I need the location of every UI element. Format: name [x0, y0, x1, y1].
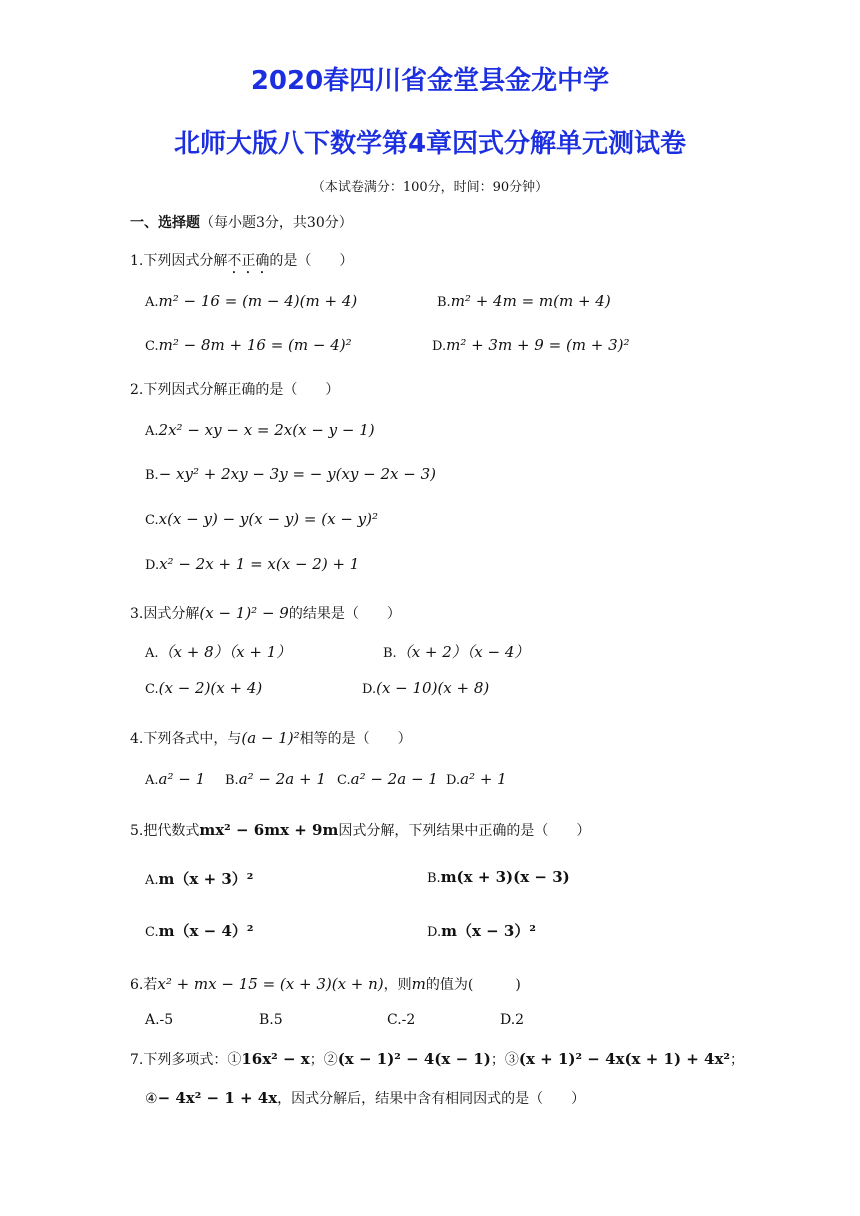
q5-stem-part: 5.把代数式: [130, 823, 200, 839]
q5-option-b[interactable]: [427, 868, 570, 886]
q7-stem-part: ；③: [490, 1052, 519, 1068]
section-note: （每小题3分，共30分）: [200, 215, 353, 231]
option-label: A.: [145, 424, 159, 439]
q7-polynomial-3: (x + 1)² − 4x(x + 1) + 4x²: [518, 1050, 731, 1068]
q1-option-c[interactable]: [145, 336, 352, 354]
option-formula: m² − 8m + 16 = (m − 4)²: [158, 336, 352, 354]
q1-option-b[interactable]: [437, 292, 611, 310]
option-label: C.: [145, 925, 159, 940]
option-label: C.: [145, 339, 159, 354]
q3-option-d[interactable]: [362, 679, 489, 697]
q2-option-b[interactable]: [145, 465, 436, 483]
q6-stem-formula: x² + mx − 15 = (x + 3)(x + n): [157, 975, 384, 993]
q1-stem-part: 的是（ ）: [269, 253, 354, 269]
option-formula: m（x − 4）²: [158, 922, 254, 940]
q2-option-d[interactable]: [145, 555, 359, 573]
q4-option-b[interactable]: [225, 770, 326, 788]
option-label: C.: [145, 682, 159, 697]
option-formula: a² − 2a + 1: [238, 770, 326, 788]
question-7-line2: [145, 1088, 585, 1108]
exam-title-line1: 2020春四川省金堂县金龙中学: [250, 66, 610, 96]
section-title: 一、选择题: [130, 215, 200, 231]
option-label: D.: [145, 558, 160, 573]
option-formula: m(x + 3)(x − 3): [440, 868, 570, 886]
q3-option-a[interactable]: [145, 641, 291, 662]
q4-stem-formula: (a − 1)²: [241, 729, 300, 747]
q7-stem-part: ，因式分解后，结果中含有相同因式的是（ ）: [277, 1091, 586, 1107]
option-formula: a² + 1: [460, 770, 507, 788]
option-label: B.: [145, 468, 159, 483]
exam-info: （本试卷满分：100分，时间：90分钟）: [311, 180, 549, 195]
q7-stem-part: ④: [145, 1091, 158, 1107]
option-formula: m² − 16 = (m − 4)(m + 4): [158, 292, 358, 310]
question-5-stem: [130, 820, 590, 840]
option-formula: 2x² − xy − x = 2x(x − y − 1): [158, 421, 375, 439]
q7-polynomial-2: (x − 1)² − 4(x − 1): [337, 1050, 491, 1068]
option-label: D.: [446, 773, 461, 788]
option-label: B.: [437, 295, 451, 310]
q4-option-c[interactable]: [337, 770, 438, 788]
q7-stem-part: ；②: [309, 1052, 338, 1068]
option-formula: x² − 2x + 1 = x(x − 2) + 1: [159, 555, 360, 573]
q5-stem-formula: mx² − 6mx + 9m: [199, 821, 339, 839]
option-label: A.: [145, 773, 159, 788]
option-label: A.: [145, 873, 159, 888]
option-formula: m² + 4m = m(m + 4): [450, 292, 611, 310]
q3-stem-formula: (x − 1)² − 9: [199, 604, 289, 622]
question-6-stem: [130, 974, 521, 994]
q6-option-d[interactable]: D.2: [500, 1012, 525, 1028]
option-formula: a² − 2a − 1: [350, 770, 438, 788]
q1-stem-part: 1.下列因式分解: [130, 253, 228, 269]
option-formula: m² + 3m + 9 = (m + 3)²: [446, 336, 630, 354]
option-formula: （x + 2）（x − 4）: [396, 643, 530, 661]
q4-stem-part: 4.下列各式中，与: [130, 731, 242, 747]
option-label: B.: [427, 871, 441, 886]
option-label: C.: [145, 513, 159, 528]
question-4-stem: [130, 728, 412, 748]
option-label: D.: [362, 682, 377, 697]
q1-emphasis: 不正确: [227, 253, 270, 269]
q5-stem-part: 因式分解，下列结果中正确的是（ ）: [338, 823, 591, 839]
question-3-stem: [130, 603, 401, 623]
q4-option-d[interactable]: [446, 770, 507, 788]
q6-option-c[interactable]: C.-2: [387, 1012, 416, 1028]
option-label: D.: [427, 925, 442, 940]
option-label: A.: [145, 646, 159, 661]
q4-option-a[interactable]: [145, 770, 205, 788]
q6-stem-part: 的值为( ): [425, 977, 521, 993]
section-heading: [130, 212, 353, 232]
q1-option-a[interactable]: [145, 292, 357, 310]
q4-stem-part: 相等的是（ ）: [299, 731, 412, 747]
option-label: B.: [225, 773, 239, 788]
option-formula: （x + 8）（x + 1）: [158, 643, 292, 661]
q2-option-c[interactable]: [145, 510, 378, 528]
question-7-line1: [130, 1049, 744, 1069]
q7-stem-part: ；: [730, 1052, 745, 1068]
option-formula: − xy² + 2xy − 3y = − y(xy − 2x − 3): [158, 465, 436, 483]
q6-stem-part: 6.若: [130, 977, 158, 993]
option-label: A.: [145, 295, 159, 310]
q3-option-c[interactable]: [145, 679, 262, 697]
option-formula: (x − 10)(x + 8): [376, 679, 490, 697]
q3-stem-part: 3.因式分解: [130, 606, 200, 622]
q6-stem-part: ，则: [383, 977, 412, 993]
q6-option-a[interactable]: A.-5: [145, 1012, 174, 1028]
question-2-stem: 2.下列因式分解正确的是（ ）: [130, 382, 340, 398]
q1-option-d[interactable]: [432, 336, 630, 354]
q6-option-b[interactable]: B.5: [259, 1012, 283, 1028]
option-formula: a² − 1: [158, 770, 206, 788]
q2-option-a[interactable]: [145, 421, 375, 439]
q7-polynomial-4: − 4x² − 1 + 4x: [157, 1089, 278, 1107]
question-1-stem: [130, 250, 353, 277]
option-label: B.: [383, 646, 397, 661]
option-label: C.: [337, 773, 351, 788]
q7-polynomial-1: 16x² − x: [241, 1050, 310, 1068]
option-formula: m（x − 3）²: [441, 922, 536, 940]
option-formula: x(x − y) − y(x − y) = (x − y)²: [158, 510, 379, 528]
q7-stem-part: 7.下列多项式：①: [130, 1052, 242, 1068]
q6-stem-variable: m: [411, 975, 426, 993]
option-label: D.: [432, 339, 447, 354]
q5-option-a[interactable]: [145, 868, 253, 889]
exam-title-line2: 北师大版八下数学第4章因式分解单元测试卷: [173, 129, 687, 159]
q5-option-c[interactable]: [145, 920, 253, 941]
q3-stem-part: 的结果是（ ）: [288, 606, 401, 622]
option-formula: (x − 2)(x + 4): [158, 679, 263, 697]
q5-option-d[interactable]: [427, 920, 536, 941]
q3-option-b[interactable]: [383, 641, 529, 662]
option-formula: m（x + 3）²: [158, 870, 254, 888]
